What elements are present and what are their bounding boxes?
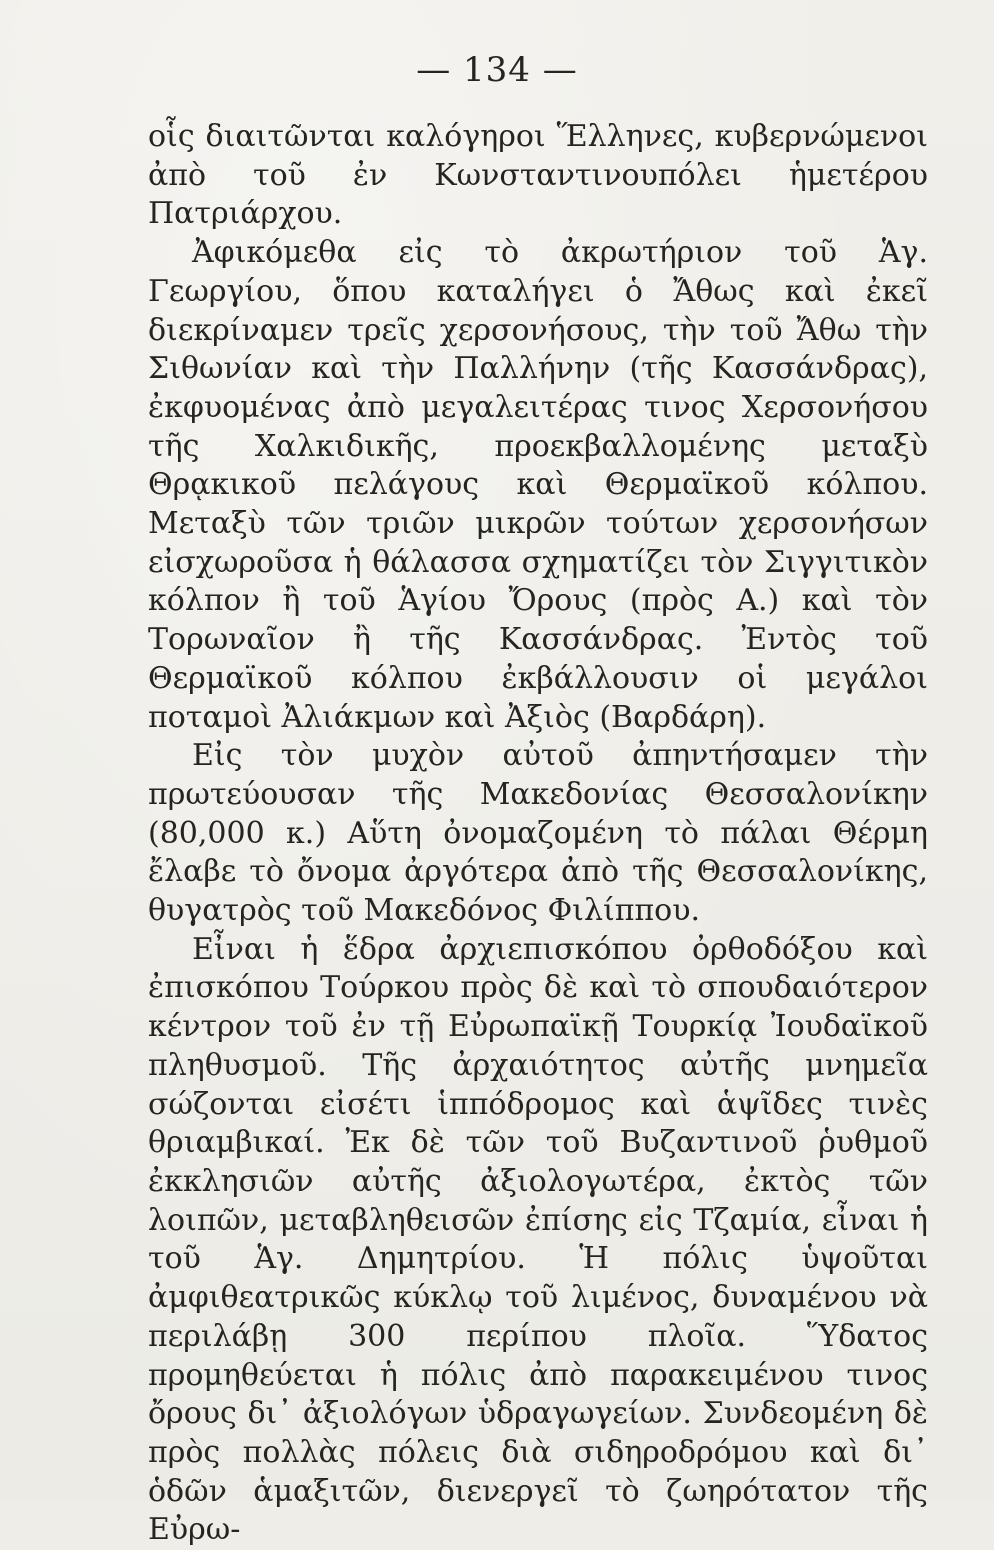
paragraph-athos-peninsulas: Ἀφικόμεθα εἰς τὸ ἀκρωτήριον τοῦ Ἁγ. Γεωργίου, ὅπου καταλήγει ὁ Ἄθως καὶ ἐκεῖ διεκρίναμεν τρεῖς χερσονήσους, τὴν τοῦ Ἄθω τὴν Σιθωνίαν καὶ τὴν Παλλήνην (τῆς Κασσάνδρας), ἐκφυομένας ἀπὸ μεγαλειτέρας τινος Χερσονήσου τῆς Χαλκιδικῆς, προεκβαλλομένης μεταξὺ Θρᾳκικοῦ πελάγους καὶ Θερμαϊκοῦ κόλπου. Μεταξὺ τῶν τριῶν μικρῶν τούτων χερσονήσων εἰσχωροῦσα ἡ θάλασσα σχηματίζει τὸν Σιγγιτικὸν κόλπον ἢ τοῦ Ἁγίου Ὄρους (πρὸς Α.) καὶ τὸν Τορωναῖον ἢ τῆς Κασσάνδρας. Ἐντὸς τοῦ Θερμαϊκοῦ κόλπου ἐκβάλλουσιν οἱ μεγάλοι ποταμοὶ Ἀλιάκμων καὶ Ἀξιὸς (Βαρδάρη). xyxy=(148,235,928,735)
body-text xyxy=(148,118,928,1550)
paragraph-thessaloniki-description: Εἶναι ἡ ἕδρα ἀρχιεπισκόπου ὀρθοδόξου καὶ ἐπισκόπου Τούρκου πρὸς δὲ καὶ τὸ σπουδαιότερον κέντρον τοῦ ἐν τῇ Εὐρωπαϊκῇ Τουρκίᾳ Ἰουδαϊκοῦ πληθυσμοῦ. Τῆς ἀρχαιότητος αὐτῆς μνημεῖα σώζονται εἰσέτι ἱππόδρομος καὶ ἁψῖδες τινὲς θριαμβικαί. Ἐκ δὲ τῶν τοῦ Βυζαντινοῦ ῥυθμοῦ ἐκκλησιῶν αὐτῆς ἀξιολογωτέρα, ἐκτὸς τῶν λοιπῶν, μεταβληθεισῶν ἐπίσης εἰς Τζαμία, εἶναι ἡ τοῦ Ἁγ. Δημητρίου. Ἡ πόλις ὑψοῦται ἀμφιθεατρικῶς κύκλῳ τοῦ λιμένος, δυναμένου νὰ περιλάβῃ 300 περίπου πλοῖα. Ὕδατος προμηθεύεται ἡ πόλις ἀπὸ παρακειμένου τινος ὄρους δι᾽ ἀξιολόγων ὑδραγωγείων. Συνδεομένη δὲ πρὸς πολλὰς πόλεις διὰ σιδηροδρόμου καὶ δι᾽ ὁδῶν ἁμαξιτῶν, διενεργεῖ τὸ ζωηρότατον τῆς Εὐρω- xyxy=(148,931,928,1548)
paragraph-thessaloniki-name: Εἰς τὸν μυχὸν αὐτοῦ ἀπηντήσαμεν τὴν πρωτεύουσαν τῆς Μακεδονίας Θεσσαλονίκην (80,000 κ.) Αὕτη ὀνομαζομένη τὸ πάλαι Θέρμη ἔλαβε τὸ ὄνομα ἀργότερα ἀπὸ τῆς Θεσσαλονίκης, θυγατρὸς τοῦ Μακεδόνος Φιλίππου. xyxy=(148,738,928,929)
paragraph-continuation: οἷς διαιτῶνται καλόγηροι Ἕλληνες, κυβερνώμενοι ἀπὸ τοῦ ἐν Κωνσταντινουπόλει ἡμετέρου Πατριάρχου. xyxy=(148,119,928,232)
page-number: — 134 — xyxy=(416,50,578,90)
